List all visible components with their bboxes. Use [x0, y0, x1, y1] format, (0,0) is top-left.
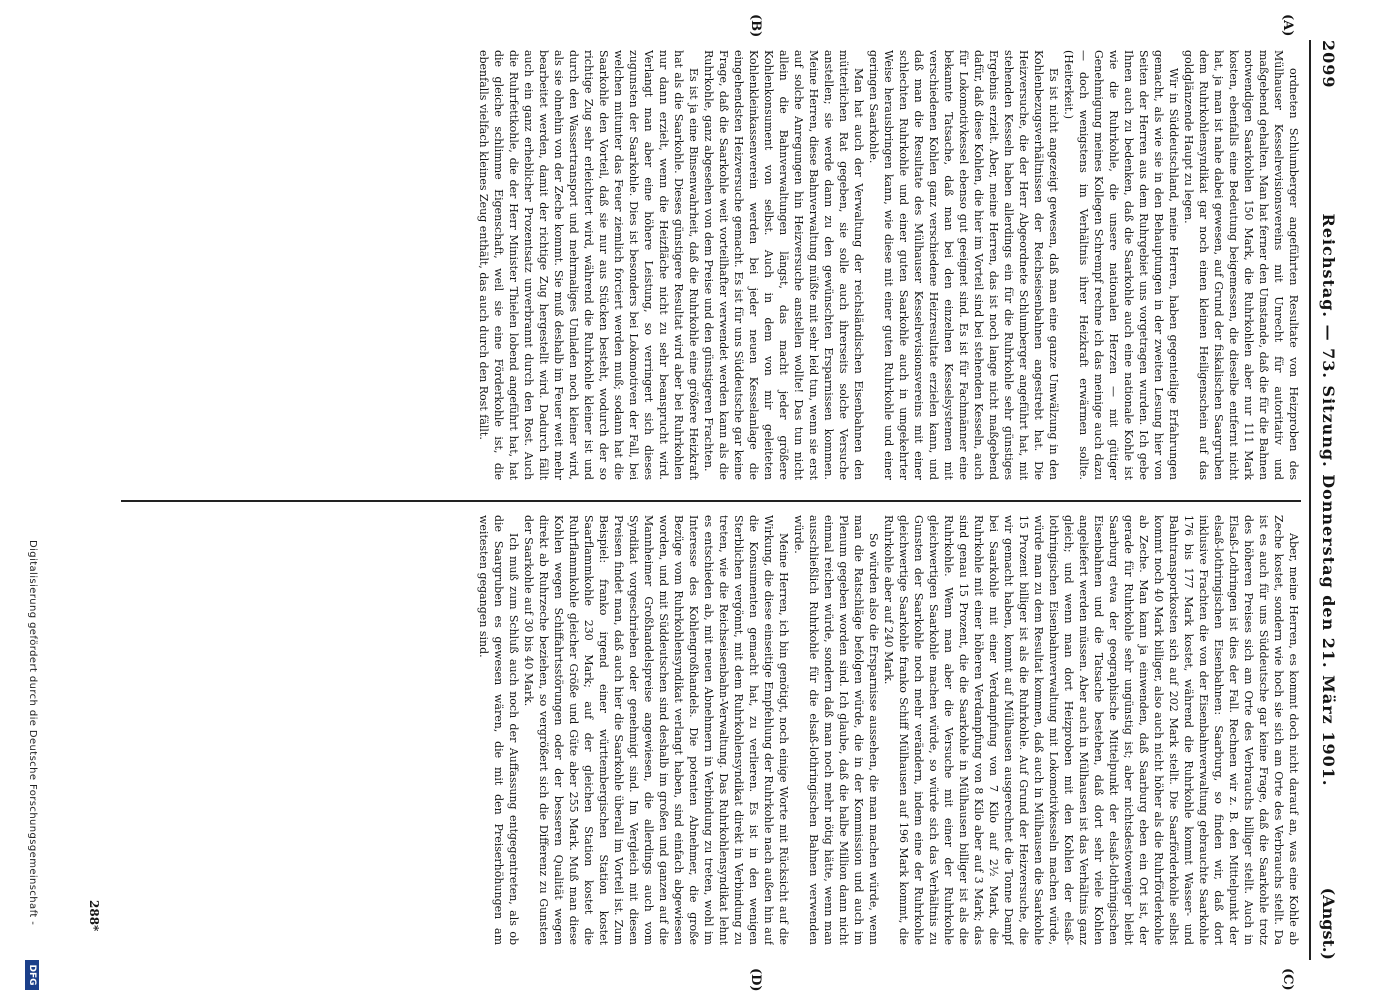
left-column [121, 50, 1301, 480]
margin-marker-b: (B) [748, 14, 763, 38]
page-header [1308, 40, 1338, 960]
paragraph: Wir in Süddeutschland, meine Herren, haben gegenteilige Erfahrungen gemacht, als wie sie in den Behauptungen in der zweiten Lesung hier von Seiten der Herren aus dem Ruhrgebiet uns vorgetragen wurden. Ich gebe Ihnen auch zu bedenken, daß die Saarkohle auch eine nationale Kohle ist wie die Ruhrkohle, die unsere nationalen Herzen — mit gütiger Genehmigung meines Kollegen Schrempf rechne ich das meinige auch dazu — doch wenigstens im Verhältnis ihrer Heizkraft erwärmen sollte. (Heiterkeit.) [1062, 50, 1180, 480]
paragraph: Meine Herren, ich bin genötigt, noch einige Worte mit Rücksicht auf die Wirkung, die diese einseitige Empfehlung der Ruhrkohle nach außen hin auf die Konsumenten gemacht hat, zu verlieren. Es ist in den wenigen Sterblichen vergönnt, mit dem Ruhrkohlensyndikat direkt in Verbindung zu treten, wie die Reichseisenbahn-Verwaltung. Das Ruhrkohlensyndikat lehnt es entschieden ab, mit neuen Abnehmern in Verbindung zu treten, wohl im Interesse des Kohlengroßhandels. Die potenten Abnehmer, die große Bezüge vom Ruhrkohlensyndikat verlangt haben, sind einfach abgewiesen worden, und mit Süddeutschen sind deshalb im großen und ganzen auf die Mannheimer Großhandelspreise angewiesen, die allerdings auch vom Syndikat vorgeschrieben oder genehmigt sind. Im Vergleich mit diesen Preisen findet man, daß auch hier die Saarkohle überall im Vorteil ist. Zum Beispiel: franko irgend einer württembergischen Station kostet Saarflammkohle 230 Mark; auf der gleichen Station kostet die Ruhrflammkohle gleicher Größe und Güte aber 255 Mark. Muß man diese Kohlen wegen Schiffahrtsstörungen oder der besseren Qualität wegen direkt ab Ruhrzeche beziehen, so vergrößert sich die Differenz zu Gunsten der Saarkohle auf 30 bis 40 Mark. [522, 515, 790, 945]
page-title: Reichstag. — 73. Sitzung. Donnerstag den 21. März 1901. [1319, 213, 1338, 787]
margin-marker-a: (A) [1280, 14, 1295, 37]
paragraph: Man hat auch der Verwaltung der reichsländischen Eisenbahnen den mütterlichen Rat gegeben, sie solle auch ihrerseits solche Versuche anstellen; sie werde dann zu den gewünschten Ersparnissen kommen. Meine Herren, diese Bahnverwaltung müßte mit sehr leid tun, wenn sie erst auf solche Anregungen hin Heizversuche anstellen wollte! Das tun nicht allein die Bahnverwaltungen längst, das macht jeder größere Kohlenkonsument von selbst. Auch in dem von mir geleiteten Kohlenkleinkassenverein werden bei jeder neuen Kesselanlage die eingehendsten Heizversuche gemacht. Es ist für uns Süddeutsche gar keine Frage, daß die Saarkohle weit vorteilhafter verwendet werden kann als die Ruhrkohle, ganz abgesehen von dem Preise und den günstigeren Frachten. [702, 50, 865, 480]
column-divider [121, 500, 1301, 502]
paragraph: Aber, meine Herren, es kommt doch nicht darauf an, was eine Kohle ab Zeche kostet, sondern wie hoch sie sich am Orte des Verbrauchs stellt. Da ist es auch für uns Süddeutsche gar keine Frage, daß die Saarkohle trotz des höheren Preises sich am Orte des Verbrauchs billiger stellt. Auch in Elsaß-Lothringen ist dies der Fall. Rechnen wir z. B. den Mittelpunkt der elsaß-lothringischen Eisenbahnen: Saarburg, so finden wir, daß dort inklusive Frachten die von der Eisenbahnverwaltung gebrauchte Saarkohle 176 bis 177 Mark kostet, während die Ruhrkohle kommt Wasser- und Bahntransportkosten sich auf 202 Mark stellt. Die Saarförderkohle selbst kommt noch 40 Mark billiger, also auch nicht höher als die Ruhrförderkohle ab Zeche. Man kann ja einwenden, daß Saarburg eben ein Ort ist, der gerade für Ruhrkohle sehr ungünstig ist; aber nichtsdestoweniger bleibt Saarburg etwa der geographische Mittelpunkt der elsaß-lothringischen Eisenbahnen und die Tatsache bestehen, daß dort sehr viele Kohlen angeliefert werden müssen. Aber auch in Mülhausen ist das Verhältnis ganz gleich; und wenn man dort Heizproben mit den Kohlen der elsaß-lothringischen Eisenbahnverwaltung mit Lokomotivkesseln machen würde, würde man zu dem Resultat kommen, daß auch in Mülhausen die Saarkohle 15 Prozent billiger ist als die Ruhrkohle. Auf Grund der Heizversuche, die wir gemacht haben, kommt auf Mülhausen ausgerechnet die Tonne Dampf bei Saarkohle mit einer Verdampfung von 7 Kilo auf 2½ Mark, die Ruhrkohle mit einer höheren Verdampfung von 8 Kilo aber auf 3 Mark; das sind genau 15 Prozent, die die Saarkohle in Mülhausen billiger ist als die Ruhrkohle. Wenn man aber die Versuche mit einer der Ruhrkohle gleichwertigen Saarkohle machen würde, so würde sich das Verhältnis zu Gunsten der Saarkohle noch mehr verändern, indem eine der Ruhrkohle gleichwertige Saarkohle franko Schiff Mülhausen auf 196 Mark kommt, die Ruhrkohle aber auf 240 Mark. [882, 515, 1300, 945]
sheet-number: 288* [87, 900, 101, 932]
digitization-credit: Digitalisierung gefördert durch die Deutsche Forschungsgemeinschaft - [27, 540, 38, 926]
paragraph: Ich muß zum Schluß auch noch der Auffassung entgegentreten, als ob die Saargruben es gewesen wären, die mit den Preiserhöhungen am weitesten gegangen sind. [477, 515, 520, 945]
dfg-logo: DFG [25, 960, 39, 990]
paragraph: So würden also die Ersparnisse aussehen, die man machen würde, wenn man die Ratschläge befolgen würde, die in der Kommission und auch im Plenum gegeben worden sind. Ich glaube, daß die halbe Million dann nicht einmal reichen würde, sondern daß man noch mehr nötig hätte, wenn man ausschließlich Ruhrkohle für die elsaß-lothringischen Bahnen verwenden würde. [792, 515, 880, 945]
header-rule [1309, 40, 1311, 960]
margin-marker-d: (D) [748, 968, 763, 992]
paragraph: ordneten Schlumberger angeführten Resultate von Heizproben des Mülhauser Kesselrevisionsvereins mit Unrecht für autoritativ und maßgebend gehalten. Man hat ferner den Umstande, daß die für die Bahnen notwendigen Saarkohlen 150 Mark, die Ruhrkohlen aber nur 111 Mark kosten, ebenfalls eine Bedeutung beigemessen, die dieselbe entfernt nicht hat, ja man ist nahe dabei gewesen, auf Grund der fiskalischen Saargruben dem Ruhrkohlensyndikat gar noch einen kleinen Heiligenschein auf das goldglänzende Haupt zu legen. [1182, 50, 1300, 480]
paragraph: Es ist ja eine Binsenwahrheit, daß die Ruhrkohle eine größere Heizkraft hat als die Saarkohle. Dieses günstigere Resultat wird aber bei Ruhrkohlen nur dann erzielt, wenn die Heizfläche nicht zu sehr beansprucht wird. Verlangt man aber eine höhere Leistung, so verringert sich dieses zugunsten der Saarkohle. Dies ist besonders bei Lokomotiven der Fall, bei welchen mitunter das Feuer ziemlich forciert werden muß; sodann hat die Saarkohle den Vorteil, daß sie nur aus Stücken besteht, wodurch der so richtige Zug sehr erleichtert wird, während die Ruhrkohle kleiner ist und durch den Wassertransport und mehrmaliges Umladen noch kleiner wird, als sie ohnehin von der Zeche kommt. Sie muß deshalb im Feuer weit mehr bearbeitet werden, damit der richtige Zug hergestellt wird. Dadurch fällt auch ein ganz erheblicher Prozentsatz unverbrannt durch den Rost. Auch die Ruhrfettkohle, die der Herr Minister Thielen lobend angeführt hat, hat die gleiche schlimme Eigenschaft, weil sie eine Förderkohle ist, die ebenfalls vielfach kleines Zeug enthält, das auch durch den Rost fällt. [477, 50, 700, 480]
paragraph: Es ist nicht angezeigt gewesen, daß man eine ganze Umwälzung in den Kohlenbezugsverhältnissen der Reichseisenbahnen angestrebt hat. Die Heizversuche, die der Herr Abgeordnete Schlumberger angeführt hat, mit stehenden Kesseln haben allerdings ein für die Ruhrkohle sehr günstiges Ergebnis erzielt. Aber, meine Herren, das ist noch lange nicht maßgebend dafür, daß diese Kohlen, die hier im Vorteil sind bei stehenden Kesseln, auch für Lokomotivkessel ebenso gut geeignet sind. Es ist für Fachmänner eine bekannte Tatsache, daß man bei den einzelnen Kesselsystemen mit verschiedenen Kohlen ganz verschiedene Heizresultate erzielen kann, und daß man die Resultate des Mülhauser Kesselrevisionsvereins mit einer schlechten Ruhrkohle und einer guten Saarkohle auch in umgekehrter Weise herausbringen kann, wie diese mit einer guten Ruhrkohle und einer geringen Saarkohle. [867, 50, 1060, 480]
speaker-label: (Angst.) [1319, 887, 1338, 960]
margin-marker-c: (C) [1280, 968, 1295, 991]
right-column [121, 515, 1301, 945]
page-number: 2099 [1319, 40, 1338, 89]
